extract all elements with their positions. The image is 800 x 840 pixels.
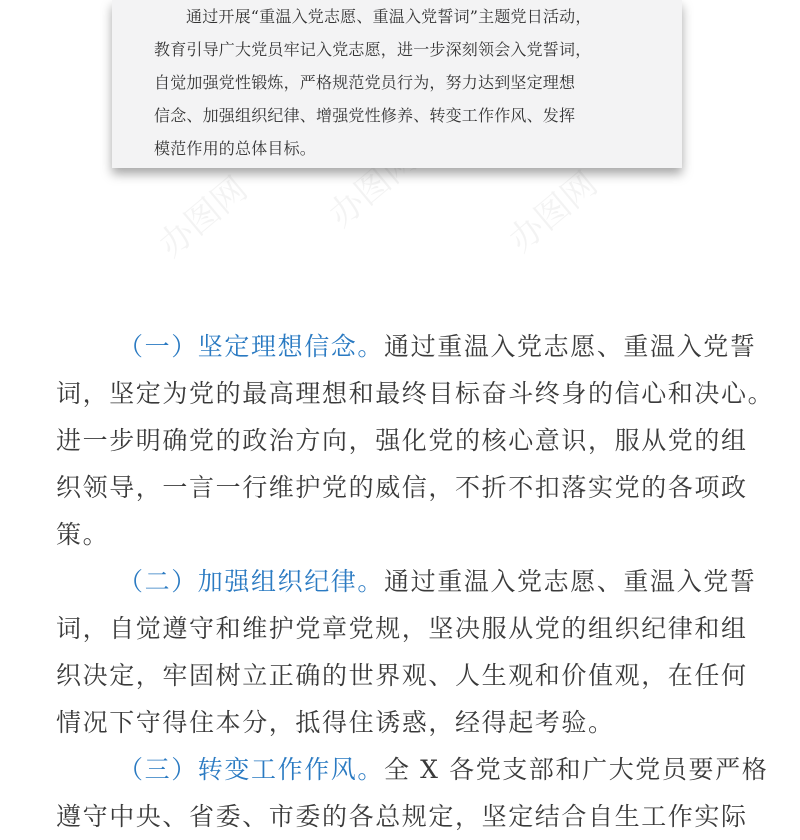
document-body	[56, 323, 775, 840]
section-line: 词，自觉遵守和维护党章党规，坚决服从党的组织纪律和组	[56, 614, 748, 643]
section-first-line	[56, 558, 757, 605]
section-text: 通过重温入党志愿、重温入党誓	[384, 332, 757, 361]
section-heading: （二）加强组织纪律。	[118, 567, 385, 596]
watermark: 办图网	[151, 169, 256, 266]
summary-line: 教育引导广大党员牢记入党志愿，进一步深刻领会入党誓词，	[154, 40, 592, 59]
section-line: 遵守中央、省委、市委的各总规定，坚定结合自生工作实际	[56, 802, 748, 831]
section-discipline	[56, 558, 757, 746]
section-line: 词，坚定为党的最高理想和最终目标奋斗终身的信心和决心。	[56, 379, 775, 408]
section-ideals	[56, 323, 775, 558]
section-first-line	[56, 323, 757, 370]
section-text: 全 X 各党支部和广大党员要严格	[384, 755, 769, 784]
section-heading: （三）转变工作作风。	[118, 755, 385, 784]
summary-line: 信念、加强组织纪律、增强党性修养、转变工作作风、发挥	[154, 106, 576, 125]
section-line: 织决定，牢固树立正确的世界观、人生观和价值观，在任何	[56, 661, 748, 690]
watermark: 办图网	[321, 139, 426, 236]
watermark: 办图网	[501, 164, 606, 261]
summary-box	[112, 0, 682, 168]
summary-text	[154, 0, 654, 165]
summary-line: 模范作用的总体目标。	[154, 139, 317, 158]
section-work-style	[56, 746, 769, 840]
section-line: 进一步明确党的政治方向，强化党的核心意识，服从党的组	[56, 426, 748, 455]
section-first-line	[56, 746, 769, 793]
section-line: 织领导，一言一行维护党的威信，不折不扣落实党的各项政	[56, 473, 748, 502]
section-text: 通过重温入党志愿、重温入党誓	[384, 567, 757, 596]
section-line: 情况下守得住本分，抵得住诱惑，经得起考验。	[56, 708, 615, 737]
summary-line: 通过开展“重温入党志愿、重温入党誓词”主题党日活动，	[186, 7, 592, 26]
summary-line: 自觉加强党性锻炼，严格规范党员行为，努力达到坚定理想	[154, 73, 576, 92]
section-heading: （一）坚定理想信念。	[118, 332, 385, 361]
section-line: 策。	[56, 520, 110, 549]
